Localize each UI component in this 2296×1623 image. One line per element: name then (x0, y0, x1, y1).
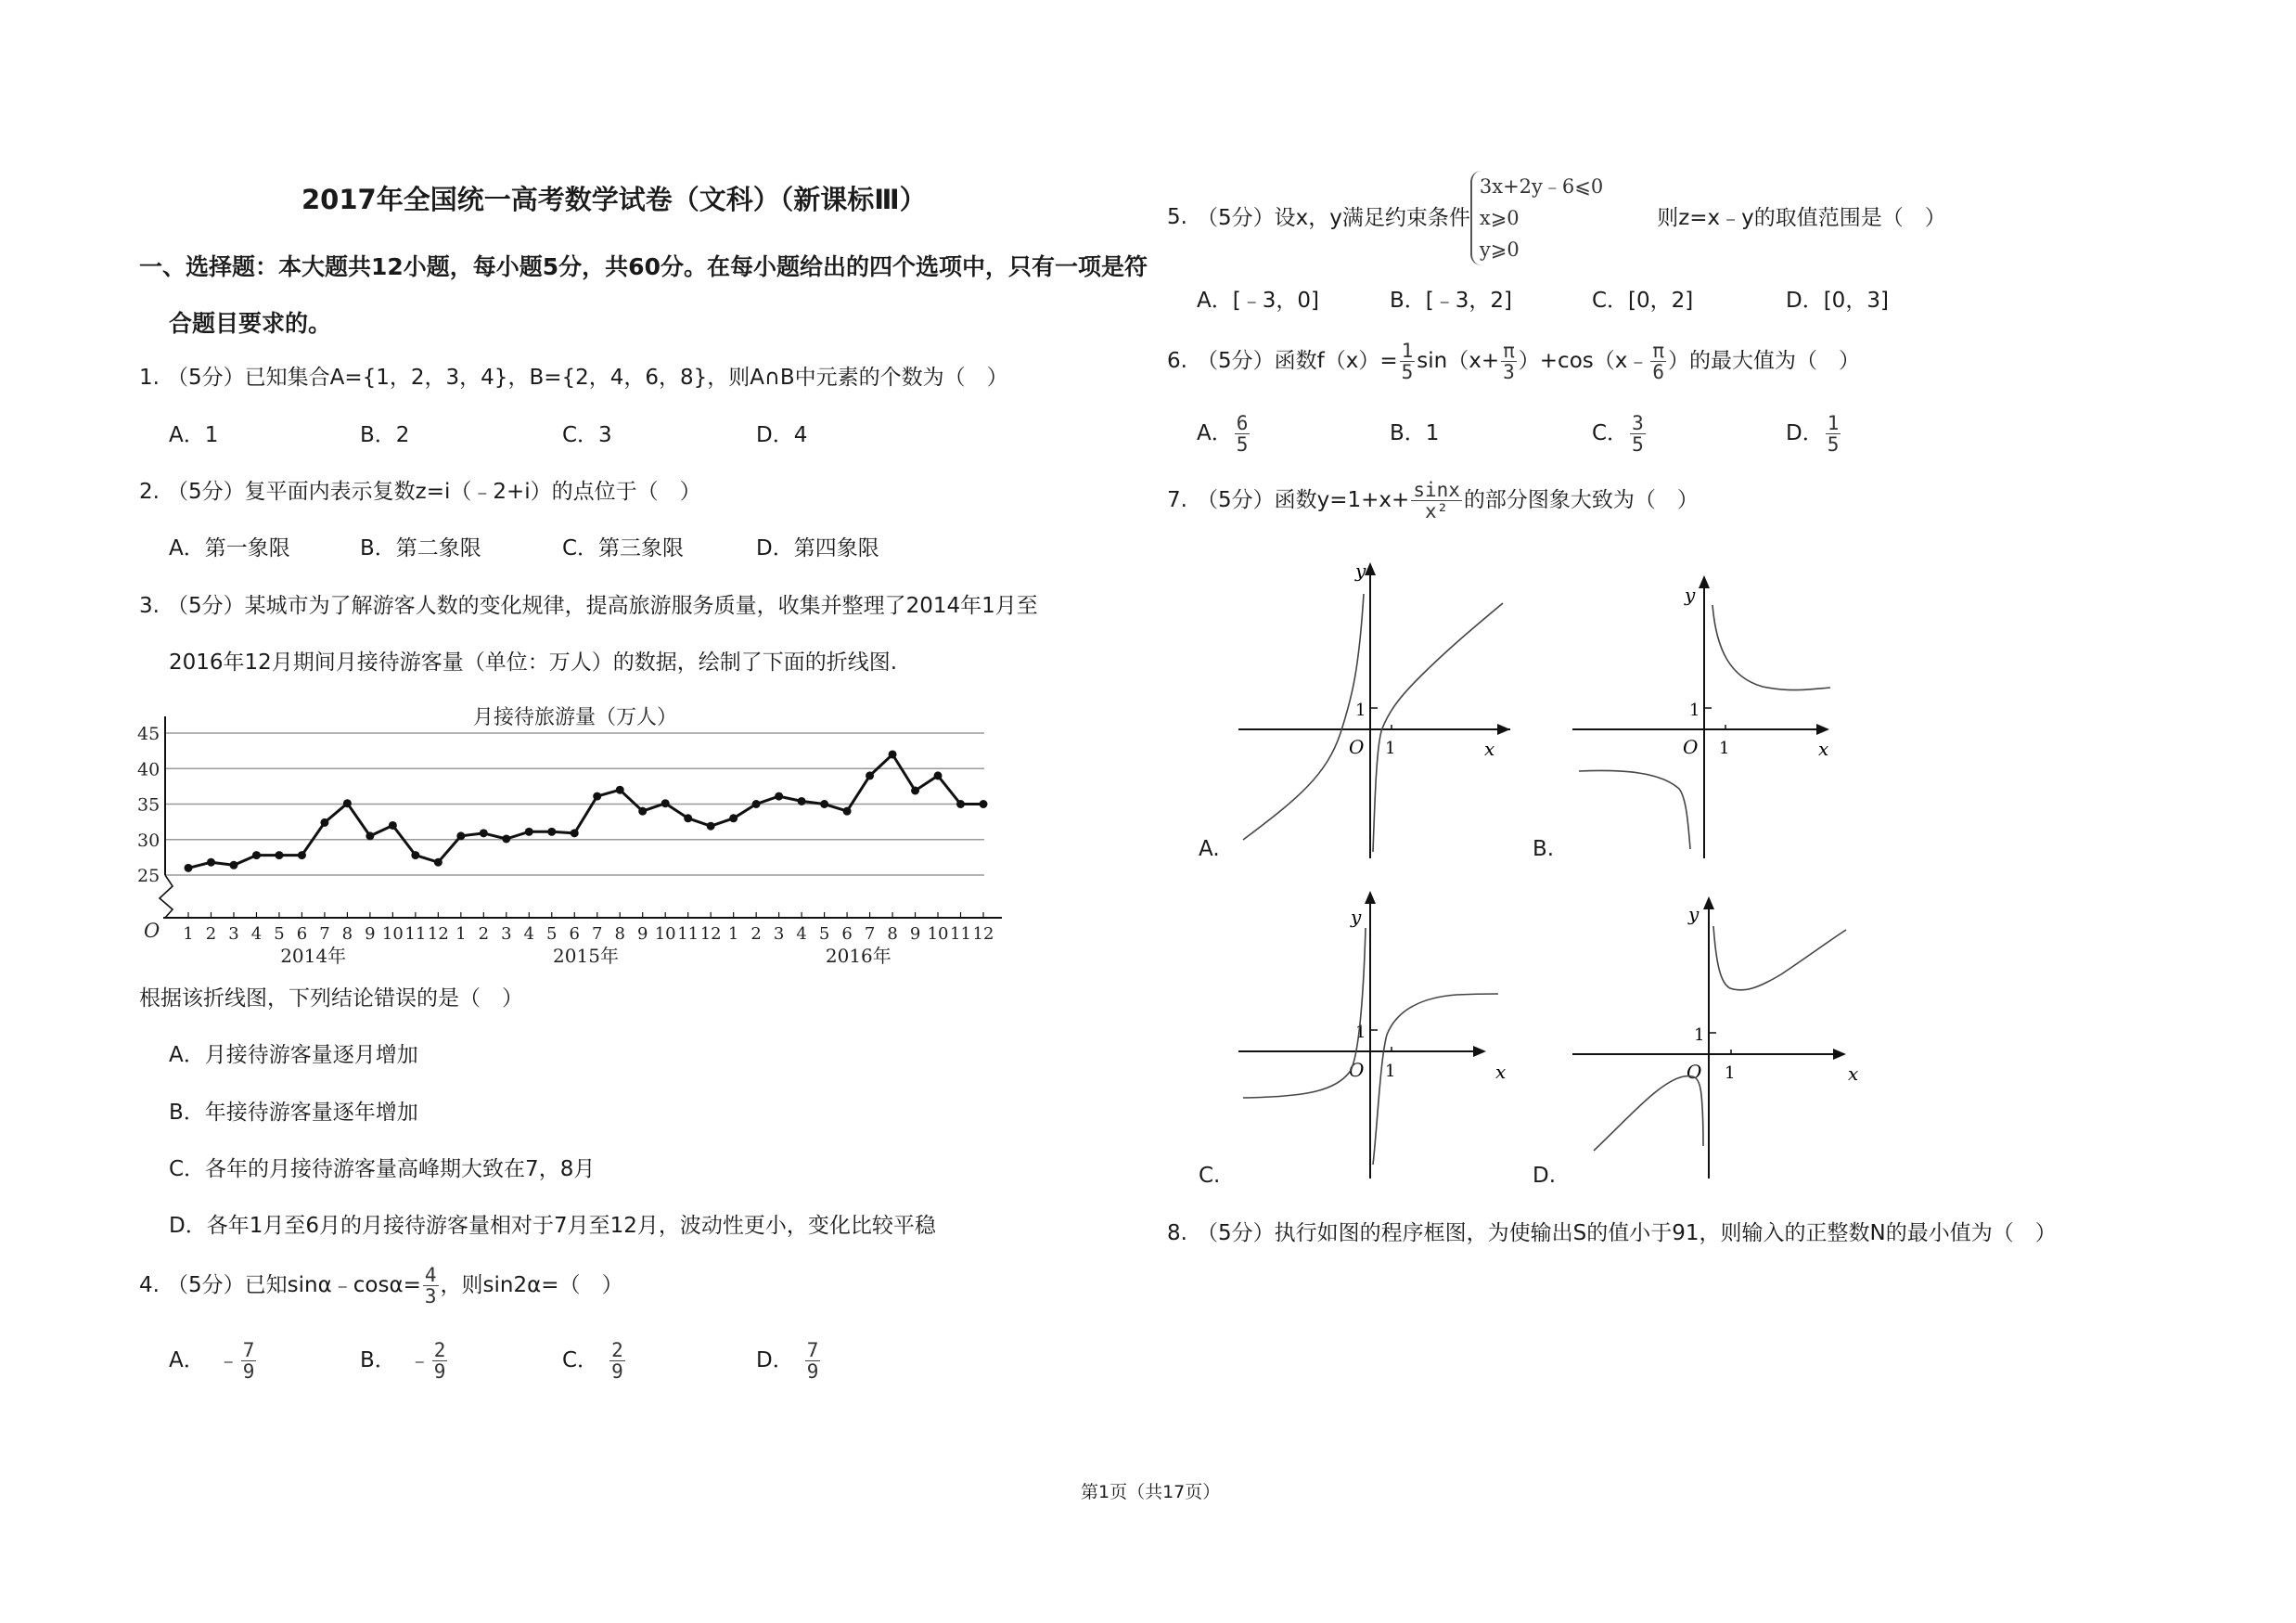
graph-c[interactable] (1234, 882, 1512, 1188)
question-number: 4. (139, 1273, 160, 1297)
svg-text:1: 1 (1385, 739, 1396, 758)
svg-text:O: O (1349, 736, 1365, 758)
fraction: $\frac{2}{9}$ (433, 1338, 446, 1383)
svg-text:3: 3 (228, 924, 239, 944)
svg-text:1: 1 (1355, 701, 1366, 720)
svg-text:O: O (1687, 1061, 1702, 1083)
option-b[interactable]: B. (1533, 837, 1555, 861)
fraction: $\frac{2}{9}$ (611, 1338, 623, 1383)
question-prompt: 根据该折线图，下列结论错误的是（ ） (139, 986, 523, 1011)
option-a[interactable]: A．月接待游客量逐月增加 (169, 1043, 418, 1067)
svg-text:3: 3 (501, 924, 512, 944)
graph-a[interactable] (1234, 557, 1512, 863)
option-c[interactable]: C．各年的月接待游客量高峰期大致在7，8月 (169, 1157, 596, 1181)
question-text: （5分）已知集合A={1，2，3，4}，B={2，4，6，8}，则A∩B中元素的个数为（ ） (167, 366, 1008, 390)
svg-text:6: 6 (569, 924, 580, 944)
svg-text:1: 1 (1689, 701, 1700, 720)
gridlines (165, 733, 984, 875)
svg-text:1: 1 (1725, 1063, 1736, 1083)
svg-text:7: 7 (864, 924, 876, 944)
question-number: 5. (1167, 205, 1187, 229)
option-d[interactable]: D．第四象限 (756, 536, 879, 560)
question-number: 7. (1167, 488, 1187, 512)
svg-text:2: 2 (478, 924, 490, 944)
svg-text:12: 12 (427, 924, 449, 944)
question-number: 1. (139, 366, 160, 390)
svg-text:10: 10 (927, 924, 949, 944)
question-number: 8. (1167, 1221, 1187, 1245)
option-c[interactable]: C．3 (562, 423, 612, 447)
option-b[interactable]: B．[﹣3，2] (1390, 289, 1512, 313)
fraction: $\frac{4}{3}$ (424, 1263, 437, 1307)
svg-text:9: 9 (636, 924, 648, 944)
svg-text:1: 1 (727, 924, 739, 944)
svg-text:2014年: 2014年 (280, 945, 347, 967)
fraction: $\frac{\pi}{3}$ (1503, 339, 1515, 383)
question-number: 3. (139, 594, 160, 618)
fraction: $\frac{1}{5}$ (1401, 339, 1414, 383)
fraction: $\frac{7}{9}$ (806, 1338, 819, 1383)
option-c[interactable]: C．第三象限 (562, 536, 685, 560)
svg-text:x: x (1848, 1063, 1859, 1085)
option-c[interactable]: C． $\frac{2}{9}$ (562, 1338, 623, 1383)
option-a[interactable]: A． $\frac{6}{5}$ (1197, 411, 1249, 456)
y-tick-labels (137, 724, 160, 886)
option-a[interactable]: A. (1199, 837, 1220, 861)
svg-text:2: 2 (750, 924, 762, 944)
origin-label: O (144, 920, 160, 942)
svg-text:4: 4 (250, 924, 263, 944)
graph-d[interactable] (1568, 882, 1865, 1188)
arrow-icon (1365, 562, 1376, 575)
svg-text:2016年: 2016年 (825, 945, 891, 967)
svg-text:1: 1 (1694, 1025, 1705, 1045)
svg-text:9: 9 (365, 924, 376, 944)
svg-text:8: 8 (614, 924, 625, 944)
fraction: $\frac{7}{9}$ (242, 1338, 255, 1383)
svg-text:x: x (1484, 738, 1495, 760)
svg-text:1: 1 (1385, 1062, 1396, 1081)
fraction: $\frac{1}{5}$ (1827, 411, 1840, 456)
question-text-post: ，则sin2α=（ ） (440, 1273, 623, 1297)
svg-text:12: 12 (699, 924, 722, 944)
arrow-icon (1497, 724, 1510, 735)
svg-text:7: 7 (319, 924, 330, 944)
line-chart (130, 696, 1011, 974)
question-text: （5分）复平面内表示复数z=i（﹣2+i）的点位于（ ） (167, 480, 701, 504)
svg-text:1: 1 (1719, 739, 1730, 758)
svg-text:10: 10 (654, 924, 676, 944)
section-heading-line1: 一、选择题：本大题共12小题，每小题5分，共60分。在每小题给出的四个选项中，只有一项是符 (139, 253, 1148, 280)
question-text: （5分）设x，y满足约束条件 3x+2y﹣6⩽0 x⩾0 y⩾0 则z=x﹣y的取值范围是（ ） (1197, 170, 1946, 266)
svg-text:11: 11 (404, 924, 427, 944)
page-title: 2017年全国统一高考数学试卷（文科）（新课标Ⅲ） (301, 184, 927, 215)
option-d[interactable]: D． $\frac{7}{9}$ (756, 1338, 819, 1383)
question-text: （5分）函数y=1+x+ $\frac{\sin x}{\text{x²}}$ 的部分图象大致为（ ） (1197, 478, 1699, 522)
fraction: $\frac{3}{5}$ (1632, 411, 1644, 456)
option-b[interactable]: B． ﹣ $\frac{2}{9}$ (360, 1338, 446, 1383)
svg-text:5: 5 (546, 924, 558, 944)
question-text-line1: （5分）某城市为了解游客人数的变化规律，提高旅游服务质量，收集并整理了2014年1月至 (167, 594, 1038, 618)
option-c[interactable]: C． $\frac{3}{5}$ (1592, 411, 1644, 456)
chart-title: 月接待旅游量（万人） (473, 706, 678, 729)
option-d[interactable]: D． $\frac{1}{5}$ (1786, 411, 1840, 456)
svg-text:1: 1 (1355, 1023, 1366, 1042)
svg-text:y: y (1685, 584, 1696, 606)
svg-text:3: 3 (773, 924, 785, 944)
svg-text:12: 12 (972, 924, 994, 944)
question-text-pre: （5分）已知sinα﹣cosα= (167, 1273, 421, 1297)
series-line (188, 754, 983, 868)
svg-text:40: 40 (137, 759, 160, 780)
svg-text:y: y (1688, 903, 1700, 925)
option-d[interactable]: D．各年1月至6月的月接待游客量相对于7月至12月，波动性更小，变化比较平稳 (169, 1214, 936, 1238)
option-d[interactable]: D．4 (756, 423, 808, 447)
svg-text:11: 11 (950, 924, 971, 944)
option-a[interactable]: A． ﹣ $\frac{7}{9}$ (169, 1338, 255, 1383)
svg-text:5: 5 (818, 924, 830, 944)
svg-text:6: 6 (296, 924, 308, 944)
svg-text:4: 4 (523, 924, 535, 944)
question-text (167, 1258, 623, 1312)
fraction: $\frac{\sin x}{\text{x²}}$ (1413, 478, 1460, 522)
svg-text:O: O (1683, 736, 1699, 758)
option-b[interactable]: B．2 (360, 423, 410, 447)
svg-text:25: 25 (137, 866, 160, 886)
option-b[interactable]: B．1 (1390, 421, 1440, 445)
option-c[interactable]: C. (1199, 1164, 1221, 1188)
question-text: （5分）执行如图的程序框图，为使输出S的值小于91，则输入的正整数N的最小值为（ ） (1197, 1221, 2057, 1245)
svg-text:35: 35 (137, 794, 160, 816)
page-footer: 第1页（共17页） (1081, 1482, 1221, 1502)
svg-text:y: y (1355, 560, 1366, 582)
question-number: 6. (1167, 349, 1187, 373)
svg-text:45: 45 (137, 724, 160, 744)
svg-text:10: 10 (381, 924, 404, 944)
svg-text:30: 30 (137, 830, 160, 851)
option-d[interactable]: D. (1533, 1164, 1557, 1188)
axis-break-icon (160, 875, 173, 918)
constraint-system: 3x+2y﹣6⩽0 x⩾0 y⩾0 (1470, 171, 1603, 265)
svg-text:2015年: 2015年 (553, 945, 619, 967)
graph-b[interactable] (1568, 557, 1846, 863)
svg-text:y: y (1351, 906, 1362, 928)
year-labels (280, 945, 891, 967)
svg-text:2: 2 (205, 924, 217, 944)
svg-text:11: 11 (677, 924, 699, 944)
question-text-line2: 2016年12月期间月接待游客量（单位：万人）的数据，绘制了下面的折线图. (169, 650, 898, 675)
fraction: $\frac{6}{5}$ (1236, 411, 1249, 456)
option-b[interactable]: B．年接待游客量逐年增加 (169, 1101, 418, 1125)
question-text: （5分）函数f（x）= $\frac{1}{5}$ sin（x+ $\frac{\pi}{3}$ ）+cos（x﹣ $\frac{\pi}{6}$ ）的最大值为（ ） (1197, 339, 1861, 383)
section-heading-line2: 合题目要求的。 (169, 310, 332, 337)
option-c[interactable]: C．[0，2] (1592, 289, 1694, 313)
svg-text:1: 1 (455, 924, 467, 944)
svg-text:x: x (1818, 738, 1829, 760)
option-b[interactable]: B．第二象限 (360, 536, 481, 560)
svg-text:5: 5 (274, 924, 285, 944)
svg-text:4: 4 (796, 924, 807, 944)
question-number: 2. (139, 480, 160, 504)
svg-text:x: x (1495, 1061, 1507, 1083)
option-a[interactable]: A．[﹣3，0] (1197, 289, 1319, 313)
svg-text:9: 9 (909, 924, 921, 944)
option-d[interactable]: D．[0，3] (1786, 289, 1889, 313)
option-a[interactable]: A．1 (169, 423, 219, 447)
svg-text:7: 7 (592, 924, 603, 944)
svg-text:8: 8 (341, 924, 353, 944)
fraction: $\frac{\pi}{6}$ (1652, 339, 1665, 383)
svg-text:6: 6 (841, 924, 853, 944)
svg-text:8: 8 (887, 924, 898, 944)
svg-text:1: 1 (183, 924, 194, 944)
option-a[interactable]: A．第一象限 (169, 536, 290, 560)
svg-text:O: O (1349, 1059, 1365, 1081)
